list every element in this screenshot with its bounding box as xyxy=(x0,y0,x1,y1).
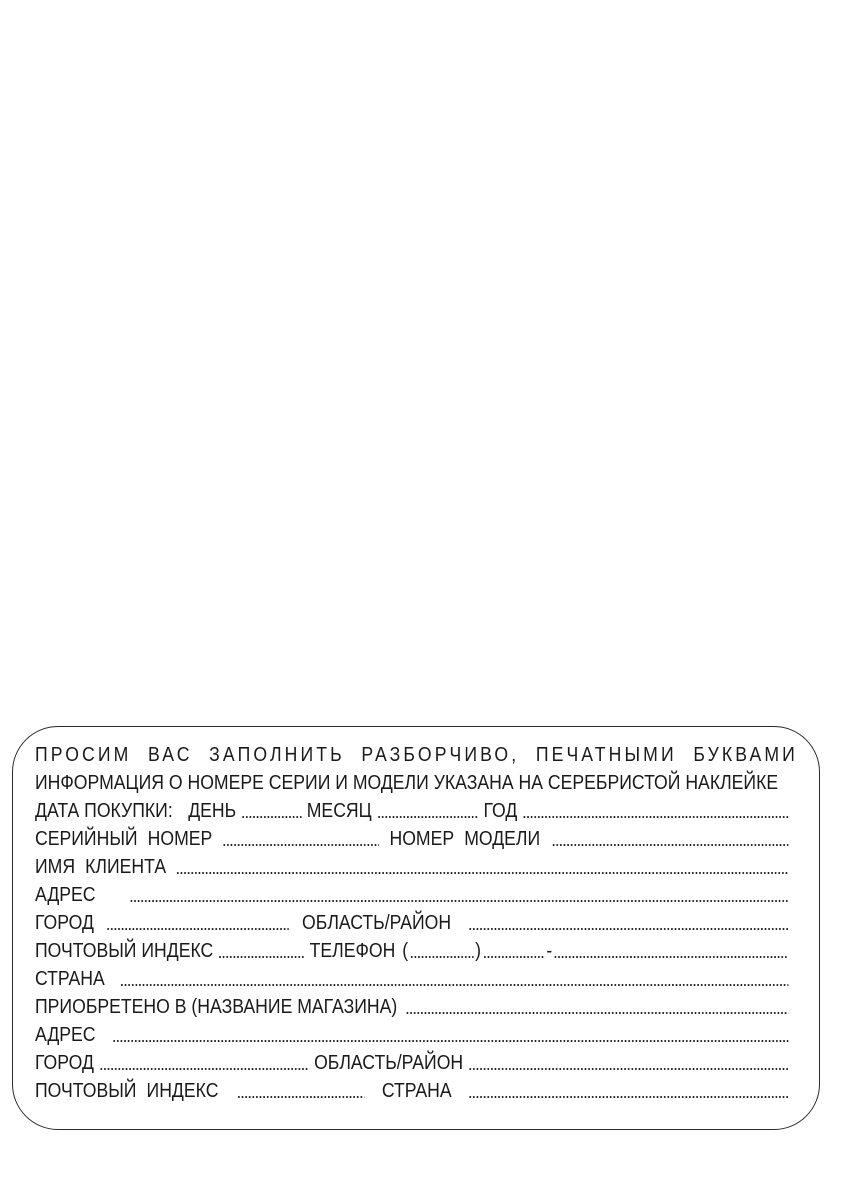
country-row xyxy=(35,964,788,990)
phone-dash: - xyxy=(546,939,553,962)
region-field[interactable] xyxy=(468,927,788,931)
phone-open-paren: ( xyxy=(402,939,409,962)
year-label: ГОД xyxy=(483,799,518,822)
country-field[interactable] xyxy=(120,983,788,987)
address-field[interactable] xyxy=(130,899,788,903)
store-postal-label: ПОЧТОВЫЙ ИНДЕКС xyxy=(35,1079,219,1102)
purchased-at-label: ПРИОБРЕТЕНО В (НАЗВАНИЕ МАГАЗИНА) xyxy=(35,995,398,1018)
month-field[interactable] xyxy=(377,815,478,819)
purchased-at-row xyxy=(35,992,788,1018)
postal-label: ПОЧТОВЫЙ ИНДЕКС xyxy=(35,939,214,962)
serial-field[interactable] xyxy=(223,843,380,847)
store-region-field[interactable] xyxy=(468,1067,788,1071)
customer-name-row xyxy=(35,852,788,878)
postal-field[interactable] xyxy=(218,955,304,959)
city-region-row xyxy=(35,908,788,934)
serial-model-row xyxy=(35,824,788,850)
serial-label: СЕРИЙНЫЙ НОМЕР xyxy=(35,827,213,850)
day-field[interactable] xyxy=(241,815,301,819)
info-note-row xyxy=(35,768,788,794)
form-heading: ПРОСИМ ВАС ЗАПОЛНИТЬ РАЗБОРЧИВО, ПЕЧАТНЫМИ БУКВАМИ xyxy=(35,743,798,766)
postal-phone-row xyxy=(35,936,788,962)
year-field[interactable] xyxy=(522,815,788,819)
form-heading-row xyxy=(35,740,798,766)
store-country-field[interactable] xyxy=(469,1095,789,1099)
store-city-region-row xyxy=(35,1048,788,1074)
month-label: МЕСЯЦ xyxy=(306,799,372,822)
store-postal-country-row xyxy=(35,1076,788,1102)
day-label: ДЕНЬ xyxy=(188,799,237,822)
phone-number-field[interactable] xyxy=(554,955,788,959)
region-label: ОБЛАСТЬ/РАЙОН xyxy=(302,911,452,934)
customer-name-field[interactable] xyxy=(176,871,788,875)
store-city-field[interactable] xyxy=(99,1067,309,1071)
model-label: НОМЕР МОДЕЛИ xyxy=(389,827,541,850)
phone-label: ТЕЛЕФОН xyxy=(309,939,396,962)
store-city-label: ГОРОД xyxy=(35,1051,94,1074)
info-note: ИНФОРМАЦИЯ О НОМЕРЕ СЕРИИ И МОДЕЛИ УКАЗАНА НА СЕРЕБРИСТОЙ НАКЛЕЙКЕ xyxy=(35,771,779,794)
model-field[interactable] xyxy=(552,843,788,847)
city-label: ГОРОД xyxy=(35,911,94,934)
store-address-label: АДРЕС xyxy=(35,1023,96,1046)
phone-area-code-field[interactable] xyxy=(410,955,474,959)
phone-prefix-field[interactable] xyxy=(483,955,545,959)
address-label: АДРЕС xyxy=(35,883,96,906)
city-field[interactable] xyxy=(106,927,288,931)
country-label: СТРАНА xyxy=(35,967,105,990)
store-address-field[interactable] xyxy=(113,1039,789,1043)
phone-close-paren: ) xyxy=(475,939,482,962)
purchase-date-row xyxy=(35,796,788,822)
purchase-date-label: ДАТА ПОКУПКИ: xyxy=(35,799,173,822)
store-country-label: СТРАНА xyxy=(381,1079,452,1102)
store-postal-field[interactable] xyxy=(237,1095,364,1099)
store-address-row xyxy=(35,1020,788,1046)
customer-name-label: ИМЯ КЛИЕНТА xyxy=(35,855,167,878)
store-region-label: ОБЛАСТЬ/РАЙОН xyxy=(314,1051,464,1074)
store-name-field[interactable] xyxy=(406,1011,788,1015)
address-row xyxy=(35,880,788,906)
